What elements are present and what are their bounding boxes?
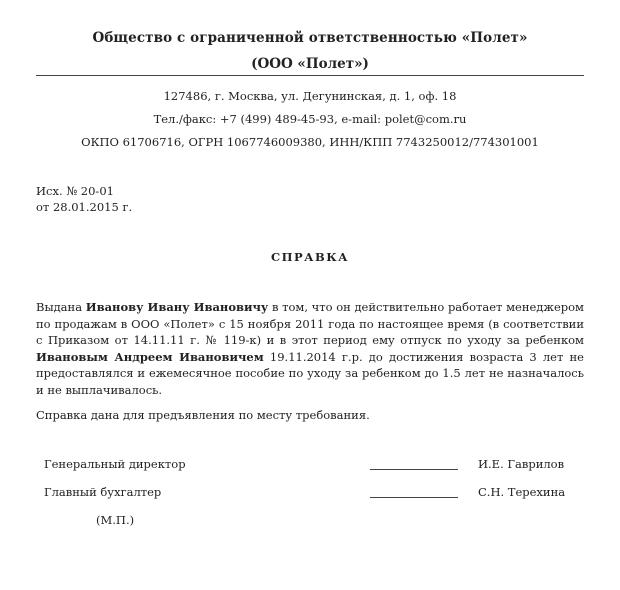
org-short-name: (ООО «Полет») [251, 56, 369, 72]
purpose-statement: Справка дана для предъявления по месту требования. [36, 408, 370, 422]
outgoing-number: Исх. № 20-01 [36, 184, 114, 198]
child-name: Ивановым Андреем Ивановичем [36, 349, 264, 364]
signature-name-accountant: С.Н. Терехина [478, 485, 566, 499]
employee-name: Иванову Ивану Ивановичу [85, 300, 269, 314]
outgoing-date: от 28.01.2015 г. [36, 200, 133, 214]
header-divider [36, 75, 584, 76]
signature-name-director: И.Е. Гаврилов [478, 457, 565, 471]
org-phone-email: Тел./факс: +7 (499) 489-45-93, e-mail: polet@com.ru [153, 112, 467, 126]
document-title: СПРАВКА [270, 250, 350, 264]
signature-role-accountant: Главный бухгалтер [44, 485, 162, 499]
body-text-part: 19.11.2014 г.р. до достижения возраста 3 лет не предоставлялся и ежемесячное пособие по уходу за ребенком до 1.5 лет не назначалось и не выплачивалось. [36, 349, 584, 397]
body-text-part: Выдана [36, 300, 86, 314]
org-registry-codes: ОКПО 61706716, ОГРН 1067746009380, ИНН/КПП 7743250012/774301001 [81, 135, 539, 149]
org-address: 127486, г. Москва, ул. Дегунинская, д. 1, оф. 18 [163, 89, 457, 103]
signature-line-director [370, 469, 458, 470]
stamp-placeholder: (М.П.) [96, 513, 135, 527]
signature-line-accountant [370, 497, 458, 498]
body-text-part: в том, что он действительно работает менеджером по продажам в ООО «Полет» с 15 ноября 2011 года по настоящее время (в соответствии с Приказом от 14.11.11 г. № 119-к) и в этот период ему отпуск по уходу за ребенком [36, 300, 584, 348]
org-full-name: Общество с ограниченной ответственностью «Полет» [92, 30, 528, 46]
document-body [36, 299, 584, 399]
signature-role-director: Генеральный директор [44, 457, 186, 471]
